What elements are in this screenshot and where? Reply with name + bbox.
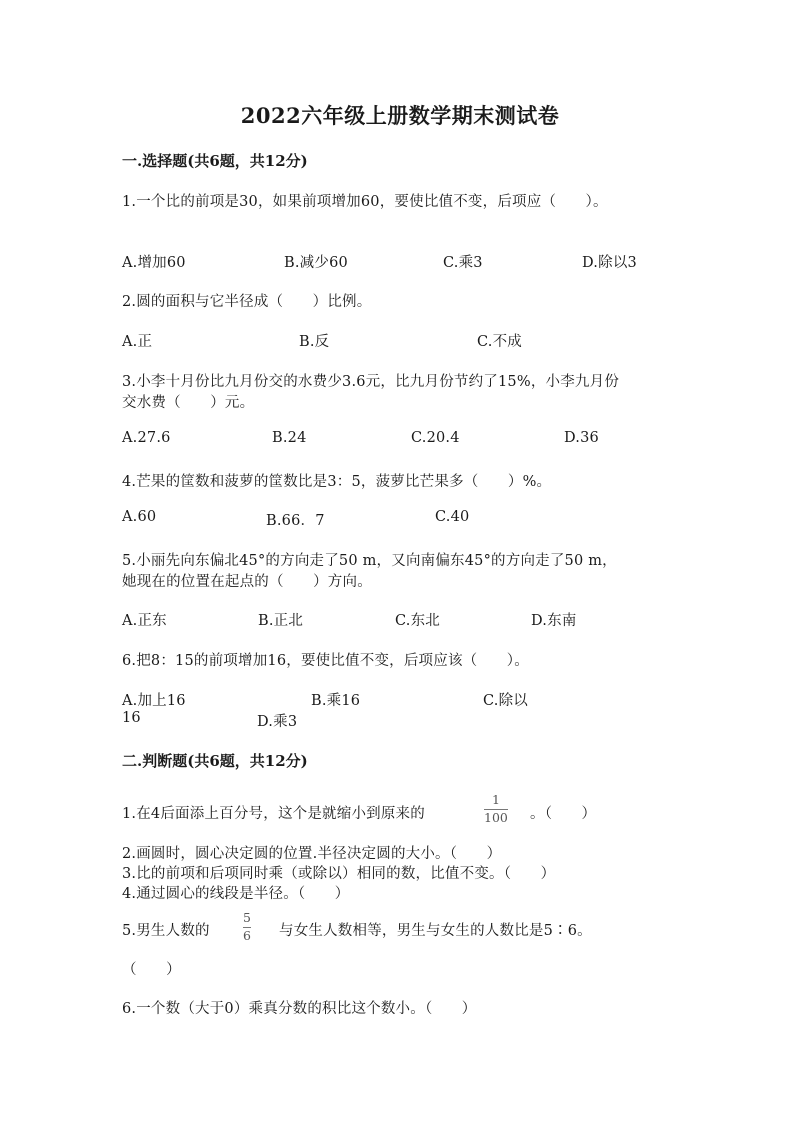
question-3-text-line-1: 3.小李十月份比九月份交的水费少3.6元，比九月份节约了15%，小李九月份 (122, 374, 620, 390)
question-5-text-line-1: 5.小丽先向东偏北45°的方向走了50 m，又向南偏东45°的方向走了50 m， (122, 553, 617, 569)
question-6-text: 6.把8：15的前项增加16，要使比值不变，后项应该（ ）。 (122, 653, 529, 669)
question-1-option-a: A.增加60 (122, 255, 186, 271)
section-2-header: 二.判断题(共6题，共12分) (122, 752, 308, 770)
judgment-6-text: 6.一个数（大于0）乘真分数的积比这个数小。（ ） (122, 1001, 477, 1017)
judgment-2-text: 2.画圆时，圆心决定圆的位置.半径决定圆的大小。（ ） (122, 846, 502, 862)
judgment-5-tail: 与女生人数相等，男生与女生的人数比是5∶6。 (279, 923, 592, 939)
fraction-1-100 (484, 793, 508, 825)
question-3-option-a: A.27.6 (122, 430, 171, 446)
question-3-option-b: B.24 (272, 430, 307, 446)
question-1-option-d: D.除以3 (582, 255, 637, 271)
fraction-numerator: 5 (243, 910, 251, 925)
question-1-option-b: B.减少60 (284, 255, 348, 271)
question-5-option-a: A.正东 (122, 613, 167, 629)
judgment-1-tail: 。（ ） (530, 806, 597, 822)
question-3-option-c: C.20.4 (411, 430, 460, 446)
fraction-5-6 (243, 911, 251, 943)
question-2-text: 2.圆的面积与它半径成（ ）比例。 (122, 294, 372, 310)
question-4-option-b: B.66．7 (266, 513, 325, 529)
question-5-option-b: B.正北 (258, 613, 304, 629)
question-2-option-a: A.正 (122, 334, 153, 350)
judgment-5-text: 5.男生人数的 (122, 923, 210, 939)
question-5-option-d: D.东南 (531, 613, 577, 629)
judgment-5-line-2: （ ） (122, 962, 181, 978)
fraction-denominator: 100 (484, 809, 508, 825)
fraction-denominator: 6 (243, 927, 251, 943)
question-2-option-c: C.不成 (477, 334, 522, 350)
judgment-3-text: 3.比的前项和后项同时乘（或除以）相同的数，比值不变。（ ） (122, 866, 556, 882)
question-2-option-b: B.反 (299, 334, 330, 350)
question-1-option-c: C.乘3 (443, 255, 483, 271)
question-6-option-c-wrap: 16 (122, 710, 141, 726)
question-4-option-c: C.40 (435, 509, 470, 525)
judgment-4-text: 4.通过圆心的线段是半径。（ ） (122, 886, 350, 902)
question-6-option-b: B.乘16 (311, 693, 361, 709)
judgment-1-text: 1.在4后面添上百分号，这个是就缩小到原来的 (122, 806, 425, 822)
section-1-header: 一.选择题(共6题，共12分) (122, 152, 308, 170)
question-5-option-c: C.东北 (395, 613, 440, 629)
question-6-option-a: A.加上16 (122, 693, 186, 709)
question-1-text: 1.一个比的前项是30，如果前项增加60，要使比值不变，后项应（ ）。 (122, 194, 608, 210)
question-6-option-d: D.乘3 (257, 714, 298, 730)
question-4-option-a: A.60 (122, 509, 157, 525)
question-5-text-line-2: 她现在的位置在起点的（ ）方向。 (122, 574, 372, 590)
page-title: 2022六年级上册数学期末测试卷 (240, 103, 560, 128)
question-6-option-c: C.除以 (483, 693, 528, 709)
fraction-numerator: 1 (491, 792, 500, 807)
question-3-text-line-2: 交水费（ ）元。 (122, 395, 255, 411)
question-3-option-d: D.36 (564, 430, 599, 446)
question-4-text: 4.芒果的筐数和菠萝的筐数比是3：5，菠萝比芒果多（ ）%。 (122, 474, 552, 490)
